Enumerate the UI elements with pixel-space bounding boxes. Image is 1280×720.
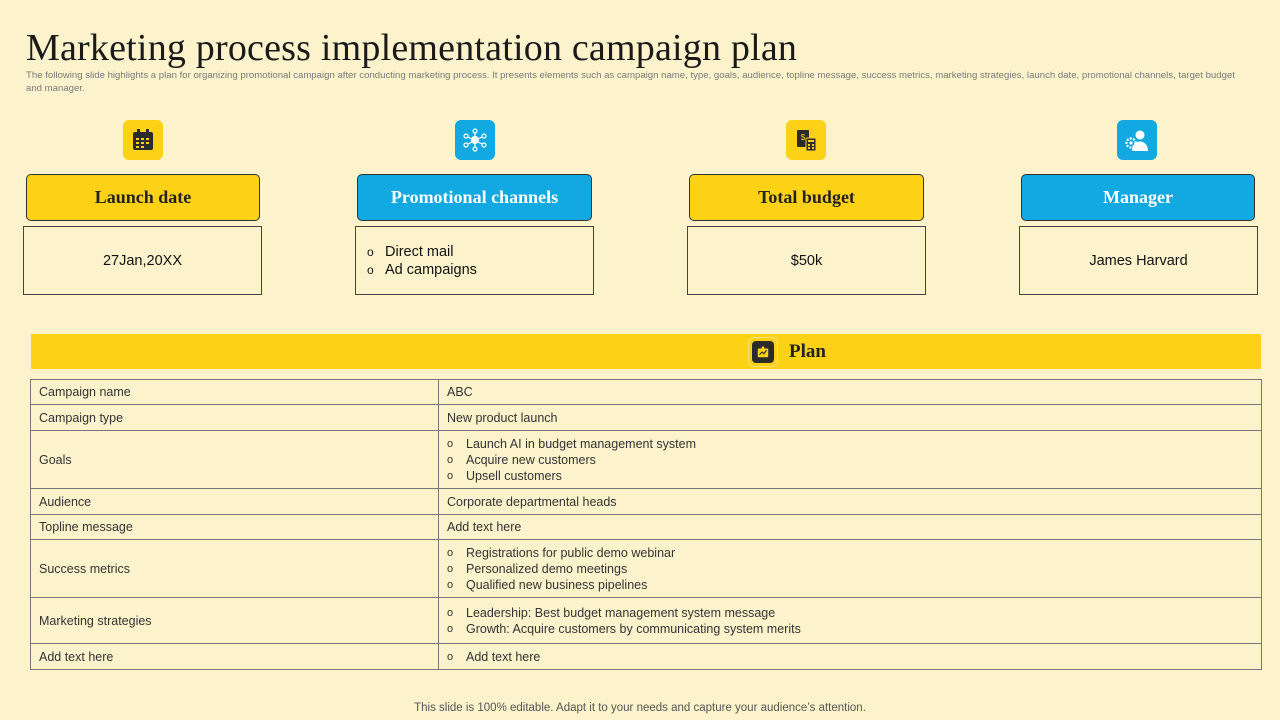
row-label: Marketing strategies: [31, 598, 439, 644]
list-item: o Launch AI in budget management system: [447, 436, 697, 451]
list-item: o Upsell customers: [447, 468, 562, 483]
manager-gear-icon: [1117, 120, 1157, 160]
budget-calculator-icon: [786, 120, 826, 160]
table-row: [31, 405, 1262, 431]
row-label: Success metrics: [31, 540, 439, 598]
row-label: Topline message: [31, 515, 439, 540]
list-item: o Ad campaigns: [367, 261, 477, 278]
plan-header-bar: [31, 334, 1261, 369]
table-row: [31, 598, 1262, 644]
row-label: Campaign type: [31, 405, 439, 431]
calendar-icon: [123, 120, 163, 160]
plan-title: Plan: [789, 341, 826, 362]
plan-board-icon: [748, 337, 778, 367]
list-item: o Acquire new customers: [447, 452, 596, 467]
promotional-channels-heading: Promotional channels: [357, 174, 592, 221]
table-row: [31, 431, 1262, 489]
row-label: Add text here: [31, 644, 439, 670]
total-budget-value: $50k: [687, 226, 926, 295]
list-item: o Leadership: Best budget management system message: [447, 605, 776, 620]
row-label: Goals: [31, 431, 439, 489]
list-item: o Registrations for public demo webinar: [447, 545, 676, 560]
row-value: [439, 431, 1262, 489]
plan-table: [30, 379, 1262, 670]
row-label: Audience: [31, 489, 439, 515]
table-row: [31, 489, 1262, 515]
manager-value: James Harvard: [1019, 226, 1258, 295]
row-value: Add text here: [439, 515, 1262, 540]
network-icon: [455, 120, 495, 160]
table-row: [31, 540, 1262, 598]
row-value: ABC: [439, 380, 1262, 405]
launch-date-value: 27Jan,20XX: [23, 226, 262, 295]
list-item: o Direct mail: [367, 243, 454, 260]
list-item: o Personalized demo meetings: [447, 561, 628, 576]
manager-heading: Manager: [1021, 174, 1255, 221]
page-subtitle: The following slide highlights a plan for organizing promotional campaign after conducting marketing process. It presents elements such as campaign name, type, goals, audience, topline message, success metrics, marketing strategies, launch date, promotional channels, target budget and manager.: [26, 70, 1235, 94]
list-item: o Qualified new business pipelines: [447, 577, 648, 592]
page-title: Marketing process implementation campaign plan: [26, 27, 798, 69]
row-value: [439, 540, 1262, 598]
row-value: New product launch: [439, 405, 1262, 431]
list-item: o Growth: Acquire customers by communicating system merits: [447, 621, 801, 636]
promotional-channels-value: [355, 226, 594, 295]
table-row: [31, 515, 1262, 540]
row-value: [439, 598, 1262, 644]
table-row: [31, 380, 1262, 405]
total-budget-heading: Total budget: [689, 174, 924, 221]
row-label: Campaign name: [31, 380, 439, 405]
svg-text:$: $: [800, 133, 806, 142]
footer-note: This slide is 100% editable. Adapt it to your needs and capture your audience’s attention.: [414, 702, 866, 714]
row-value: [439, 644, 1262, 670]
list-item: o Add text here: [447, 649, 541, 664]
table-row: [31, 644, 1262, 670]
row-value: Corporate departmental heads: [439, 489, 1262, 515]
launch-date-heading: Launch date: [26, 174, 260, 221]
